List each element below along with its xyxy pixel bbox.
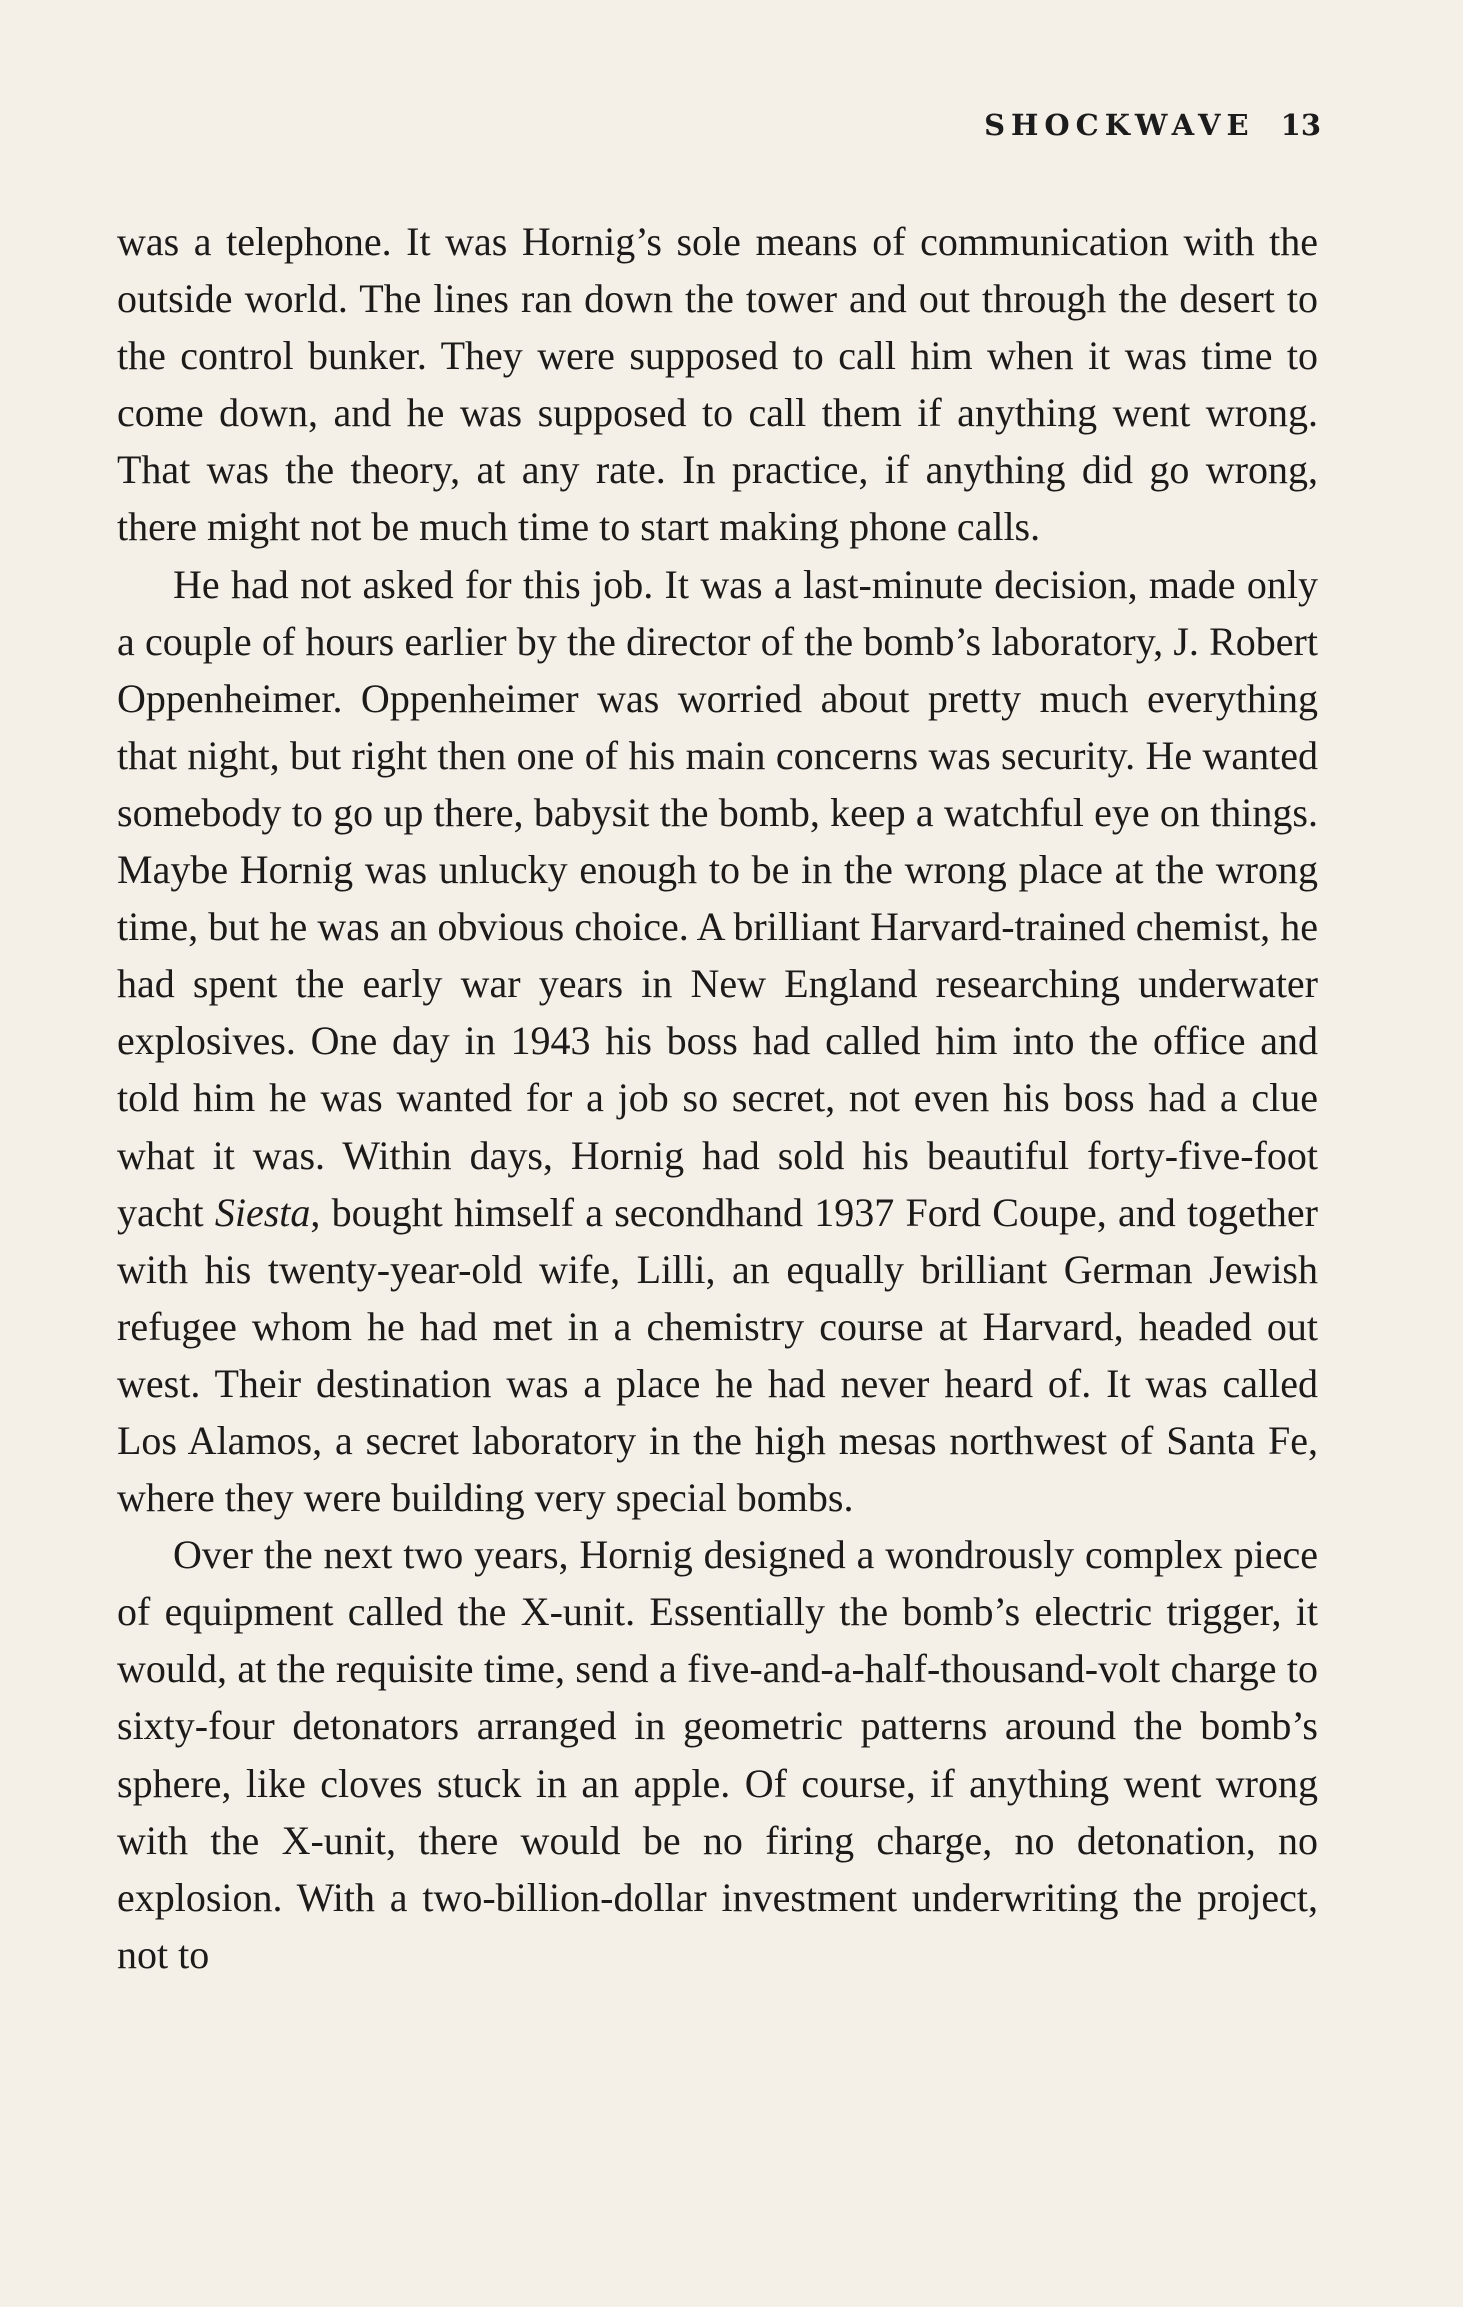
paragraph-3: Over the next two years, Hornig designed a wondrously complex piece of equipment called the X-unit. Essentially the bomb’s electric trigger, it would, at the requisite time, send a five-and-a-half-thousand-volt charge to sixty-four detonators arranged in geometric patterns around the bomb’s sphere, like cloves stuck in an apple. Of course, if anything went wrong with the X-unit, there would be no firing charge, no detonation, no explosion. With a two-billion-dollar investment underwriting the project, not to <box>117 1532 1318 1977</box>
paragraph-2 <box>117 556 1318 1527</box>
running-head <box>984 108 1321 142</box>
paragraph-1: was a telephone. It was Hornig’s sole means of communication with the outside world. The lines ran down the tower and out through the desert to the control bunker. They were supposed to call him when it was time to come down, and he was supposed to call them if anything went wrong. That was the theory, at any rate. In practice, if anything did go wrong, there might not be much time to start making phone calls. <box>117 219 1318 550</box>
paragraph-2-text-before: He had not asked for this job. It was a last-minute decision, made only a couple of hours earlier by the director of the bomb’s laboratory, J. Robert Oppenheimer. Oppenheimer was worried about pretty much everything that night, but right then one of his main concerns was security. He wanted somebody to go up there, babysit the bomb, keep a watchful eye on things. Maybe Hornig was unlucky enough to be in the wrong place at the wrong time, but he was an obvious choice. A brilliant Harvard-trained chemist, he had spent the early war years in New England researching underwater explosives. One day in 1943 his boss had called him into the office and told him he was wanted for a job so secret, not even his boss had a clue what it was. Within days, Hornig had sold his beautiful forty-five-foot yacht <box>117 561 1318 1235</box>
body-text <box>117 213 1318 1983</box>
yacht-name: Siesta <box>214 1189 311 1235</box>
paragraph-2-text-after: , bought himself a secondhand 1937 Ford Coupe, and together with his twenty-year-old wife, Lilli, an equally brilliant German Jewish refugee whom he had met in a chemistry course at Harvard, headed out west. Their destination was a place he had never heard of. It was called Los Alamos, a secret laboratory in the high mesas northwest of Santa Fe, where they were building very special bombs. <box>117 1189 1318 1521</box>
page-number: 13 <box>1280 108 1321 142</box>
running-title: SHOCKWAVE <box>984 108 1255 142</box>
